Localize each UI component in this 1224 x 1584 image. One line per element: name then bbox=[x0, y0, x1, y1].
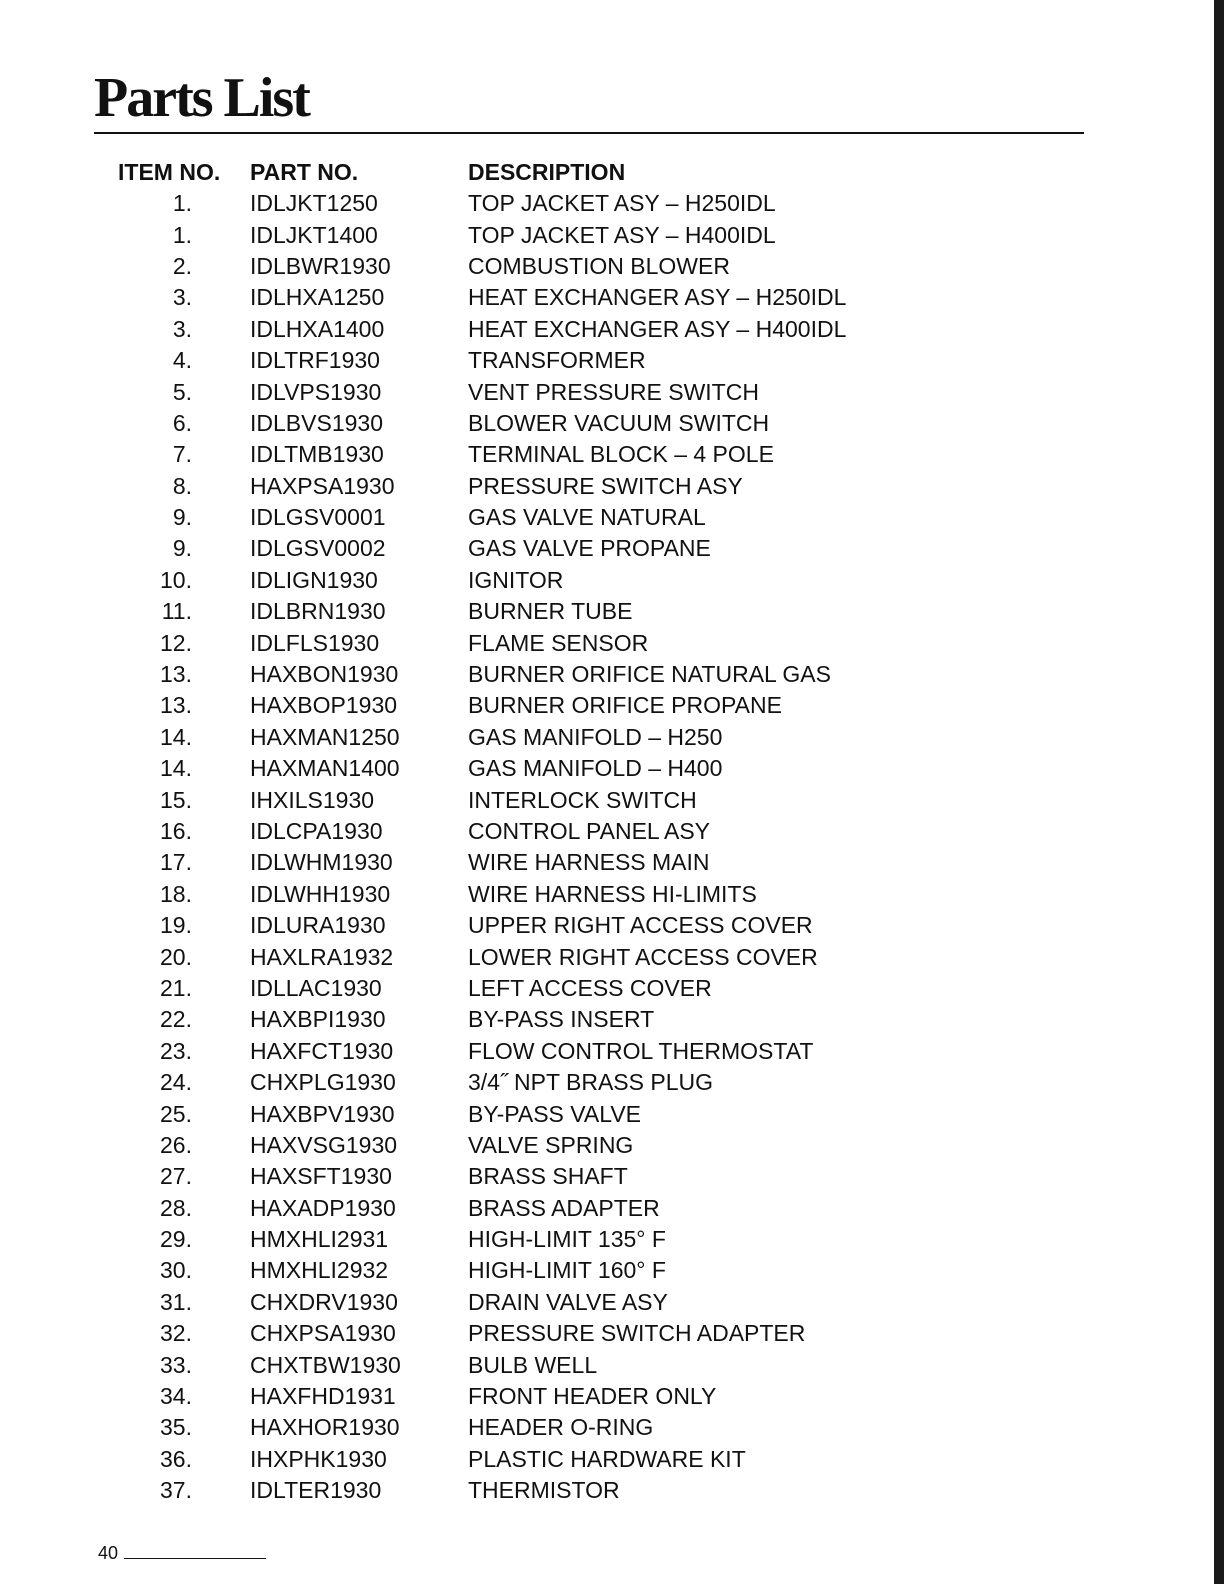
table-row bbox=[118, 596, 878, 627]
item-number: 25. bbox=[160, 1100, 192, 1127]
table-row bbox=[118, 1004, 878, 1035]
part-description: BY-PASS INSERT bbox=[468, 1006, 655, 1033]
table-row bbox=[118, 251, 878, 282]
table-row bbox=[118, 1349, 878, 1380]
item-number: 20. bbox=[160, 943, 192, 970]
parts-table-body bbox=[118, 188, 878, 1506]
part-description: BULB WELL bbox=[468, 1351, 598, 1378]
item-number: 16. bbox=[160, 818, 192, 844]
part-description: IGNITOR bbox=[468, 566, 564, 593]
part-number: IDLLAC1930 bbox=[250, 974, 382, 1001]
part-number: IDLFLS1930 bbox=[250, 629, 380, 656]
item-number: 30. bbox=[160, 1257, 192, 1284]
footer-rule bbox=[124, 1558, 266, 1559]
part-number: IDLCPA1930 bbox=[250, 818, 383, 844]
item-number: 36. bbox=[160, 1445, 192, 1472]
item-number: 31. bbox=[160, 1288, 192, 1315]
part-number: IHXPHK1930 bbox=[250, 1445, 387, 1472]
part-number: IDLBRN1930 bbox=[250, 598, 386, 625]
part-description: TOP JACKET ASY – H400IDL bbox=[468, 221, 776, 248]
part-number: HAXBOP1930 bbox=[250, 692, 398, 719]
item-number: 10. bbox=[160, 566, 192, 593]
part-description: BRASS ADAPTER bbox=[468, 1194, 660, 1221]
part-description: VALVE SPRING bbox=[468, 1131, 634, 1158]
part-description: LOWER RIGHT ACCESS COVER bbox=[468, 943, 818, 970]
part-number: HAXBPV1930 bbox=[250, 1100, 395, 1127]
part-number: HAXFHD1931 bbox=[250, 1383, 396, 1410]
table-row bbox=[118, 941, 878, 972]
part-description: GAS MANIFOLD – H400 bbox=[468, 755, 723, 782]
table-row bbox=[118, 1318, 878, 1349]
part-description: BURNER ORIFICE NATURAL GAS bbox=[468, 661, 831, 688]
part-description: GAS MANIFOLD – H250 bbox=[468, 723, 723, 750]
part-number: HAXHOR1930 bbox=[250, 1414, 400, 1441]
table-row bbox=[118, 1098, 878, 1129]
item-number: 22. bbox=[160, 1006, 192, 1033]
part-description: HEAT EXCHANGER ASY – H250IDL bbox=[468, 284, 847, 311]
part-number: HAXADP1930 bbox=[250, 1194, 396, 1221]
item-number: 27. bbox=[160, 1163, 192, 1190]
part-number: IDLWHH1930 bbox=[250, 880, 391, 907]
part-number: IDLHXA1250 bbox=[250, 284, 385, 311]
item-number: 3. bbox=[172, 315, 192, 342]
part-number: IDLBVS1930 bbox=[250, 409, 383, 436]
part-number: CHXPLG1930 bbox=[250, 1069, 396, 1096]
parts-table bbox=[118, 156, 878, 1506]
table-row bbox=[118, 753, 878, 784]
part-number: HAXVSG1930 bbox=[250, 1131, 398, 1158]
part-number: HAXMAN1250 bbox=[250, 723, 400, 750]
part-description: PRESSURE SWITCH ASY bbox=[468, 472, 743, 499]
table-row bbox=[118, 1193, 878, 1224]
part-description: COMBUSTION BLOWER bbox=[468, 252, 730, 279]
table-row bbox=[118, 1287, 878, 1318]
part-description: TRANSFORMER bbox=[468, 347, 646, 374]
table-row bbox=[118, 784, 878, 815]
part-number: HAXMAN1400 bbox=[250, 755, 400, 782]
item-number: 13. bbox=[160, 692, 192, 719]
table-row bbox=[118, 690, 878, 721]
part-description: FRONT HEADER ONLY bbox=[468, 1383, 717, 1410]
part-description: FLAME SENSOR bbox=[468, 629, 649, 656]
table-row bbox=[118, 1036, 878, 1067]
item-number: 1. bbox=[172, 190, 192, 217]
item-number: 17. bbox=[160, 849, 192, 876]
part-description: TOP JACKET ASY – H250IDL bbox=[468, 190, 776, 217]
table-row bbox=[118, 1444, 878, 1475]
table-row bbox=[118, 910, 878, 941]
page-number: 40 bbox=[98, 1543, 119, 1563]
table-row bbox=[118, 973, 878, 1004]
item-number: 24. bbox=[160, 1069, 192, 1096]
part-description: BURNER ORIFICE PROPANE bbox=[468, 692, 782, 719]
item-number: 28. bbox=[160, 1194, 192, 1221]
part-description: VENT PRESSURE SWITCH bbox=[468, 378, 759, 405]
item-number: 12. bbox=[160, 629, 192, 656]
item-number: 2. bbox=[172, 252, 192, 279]
table-row bbox=[118, 188, 878, 219]
item-number: 9. bbox=[172, 504, 192, 531]
item-number: 19. bbox=[160, 912, 192, 939]
part-number: IDLJKT1250 bbox=[250, 190, 378, 217]
part-number: HAXBON1930 bbox=[250, 661, 399, 688]
item-number: 35. bbox=[160, 1414, 192, 1441]
table-row bbox=[118, 1224, 878, 1255]
table-row bbox=[118, 879, 878, 910]
item-number: 32. bbox=[160, 1320, 192, 1347]
header-item-no: ITEM NO. bbox=[118, 158, 221, 185]
item-number: 18. bbox=[160, 880, 192, 907]
item-number: 4. bbox=[172, 347, 192, 374]
item-number: 5. bbox=[172, 378, 192, 405]
header-description: DESCRIPTION bbox=[468, 158, 626, 185]
table-row bbox=[118, 1381, 878, 1412]
part-number: IDLTRF1930 bbox=[250, 347, 380, 374]
item-number: 33. bbox=[160, 1351, 192, 1378]
part-number: IDLTMB1930 bbox=[250, 441, 384, 468]
part-number: IDLBWR1930 bbox=[250, 252, 391, 279]
part-description: BY-PASS VALVE bbox=[468, 1100, 642, 1127]
part-number: IDLVPS1930 bbox=[250, 378, 382, 405]
table-row bbox=[118, 533, 878, 564]
table-row bbox=[118, 345, 878, 376]
part-description: TERMINAL BLOCK – 4 POLE bbox=[468, 441, 774, 468]
table-row bbox=[118, 659, 878, 690]
part-description: WIRE HARNESS HI-LIMITS bbox=[468, 880, 757, 907]
item-number: 15. bbox=[160, 786, 192, 813]
table-row bbox=[118, 1130, 878, 1161]
part-description: DRAIN VALVE ASY bbox=[468, 1288, 668, 1315]
table-row bbox=[118, 439, 878, 470]
table-row bbox=[118, 1475, 878, 1506]
part-description: GAS VALVE NATURAL bbox=[468, 504, 706, 531]
table-row bbox=[118, 816, 878, 847]
item-number: 6. bbox=[172, 409, 192, 436]
part-number: IDLTER1930 bbox=[250, 1477, 382, 1504]
table-row bbox=[118, 1412, 878, 1443]
item-number: 9. bbox=[172, 535, 192, 562]
part-description: BLOWER VACUUM SWITCH bbox=[468, 409, 770, 436]
page-edge-bar bbox=[1214, 0, 1224, 1584]
item-number: 34. bbox=[160, 1383, 192, 1410]
part-description: HEAT EXCHANGER ASY – H400IDL bbox=[468, 315, 847, 342]
table-row bbox=[118, 847, 878, 878]
part-number: IDLWHM1930 bbox=[250, 849, 393, 876]
part-description: HIGH-LIMIT 135° F bbox=[468, 1226, 666, 1253]
title-divider bbox=[94, 132, 1084, 134]
item-number: 3. bbox=[172, 284, 192, 311]
part-number: CHXPSA1930 bbox=[250, 1320, 396, 1347]
part-description: THERMISTOR bbox=[468, 1477, 620, 1504]
item-number: 8. bbox=[172, 472, 192, 499]
table-row bbox=[118, 627, 878, 658]
part-number: HAXFCT1930 bbox=[250, 1037, 394, 1064]
part-number: IDLIGN1930 bbox=[250, 566, 378, 593]
part-description: LEFT ACCESS COVER bbox=[468, 974, 712, 1001]
part-number: HMXHLI2931 bbox=[250, 1226, 389, 1253]
part-number: IDLGSV0002 bbox=[250, 535, 386, 562]
table-row bbox=[118, 502, 878, 533]
table-row bbox=[118, 1161, 878, 1192]
table-row bbox=[118, 722, 878, 753]
table-row bbox=[118, 376, 878, 407]
part-description: 3/4˝ NPT BRASS PLUG bbox=[468, 1069, 713, 1096]
item-number: 14. bbox=[160, 723, 192, 750]
part-number: HAXPSA1930 bbox=[250, 472, 395, 499]
table-row bbox=[118, 1255, 878, 1286]
part-number: CHXDRV1930 bbox=[250, 1288, 398, 1315]
part-number: HAXBPI1930 bbox=[250, 1006, 386, 1033]
part-description: PLASTIC HARDWARE KIT bbox=[468, 1445, 746, 1472]
part-description: FLOW CONTROL THERMOSTAT bbox=[468, 1037, 814, 1064]
part-number: CHXTBW1930 bbox=[250, 1351, 401, 1378]
part-number: IDLURA1930 bbox=[250, 912, 386, 939]
item-number: 23. bbox=[160, 1037, 192, 1064]
item-number: 13. bbox=[160, 661, 192, 688]
item-number: 14. bbox=[160, 755, 192, 782]
part-number: IDLGSV0001 bbox=[250, 504, 386, 531]
item-number: 7. bbox=[172, 441, 192, 468]
table-row bbox=[118, 1067, 878, 1098]
header-part-no: PART NO. bbox=[250, 158, 359, 185]
table-row bbox=[118, 282, 878, 313]
part-number: HAXLRA1932 bbox=[250, 943, 394, 970]
part-description: UPPER RIGHT ACCESS COVER bbox=[468, 912, 813, 939]
table-row bbox=[118, 314, 878, 345]
part-description: HEADER O-RING bbox=[468, 1414, 654, 1441]
table-row bbox=[118, 219, 878, 250]
table-row bbox=[118, 408, 878, 439]
part-description: BRASS SHAFT bbox=[468, 1163, 628, 1190]
item-number: 11. bbox=[161, 598, 192, 625]
item-number: 21. bbox=[160, 974, 192, 1001]
item-number: 26. bbox=[160, 1131, 192, 1158]
item-number: 37. bbox=[160, 1477, 192, 1504]
part-number: HAXSFT1930 bbox=[250, 1163, 392, 1190]
part-description: BURNER TUBE bbox=[468, 598, 633, 625]
part-description: HIGH-LIMIT 160° F bbox=[468, 1257, 666, 1284]
item-number: 29. bbox=[160, 1226, 192, 1253]
part-number: IHXILS1930 bbox=[250, 786, 375, 813]
table-row bbox=[118, 565, 878, 596]
part-number: HMXHLI2932 bbox=[250, 1257, 389, 1284]
part-description: GAS VALVE PROPANE bbox=[468, 535, 711, 562]
part-description: PRESSURE SWITCH ADAPTER bbox=[468, 1320, 806, 1347]
table-row bbox=[118, 471, 878, 502]
page-title: Parts List bbox=[94, 67, 309, 129]
item-number: 1. bbox=[172, 221, 192, 248]
part-description: INTERLOCK SWITCH bbox=[468, 786, 697, 813]
part-number: IDLHXA1400 bbox=[250, 315, 385, 342]
table-header-row bbox=[118, 156, 878, 188]
part-number: IDLJKT1400 bbox=[250, 221, 378, 248]
part-description: CONTROL PANEL ASY bbox=[468, 818, 710, 844]
part-description: WIRE HARNESS MAIN bbox=[468, 849, 710, 876]
